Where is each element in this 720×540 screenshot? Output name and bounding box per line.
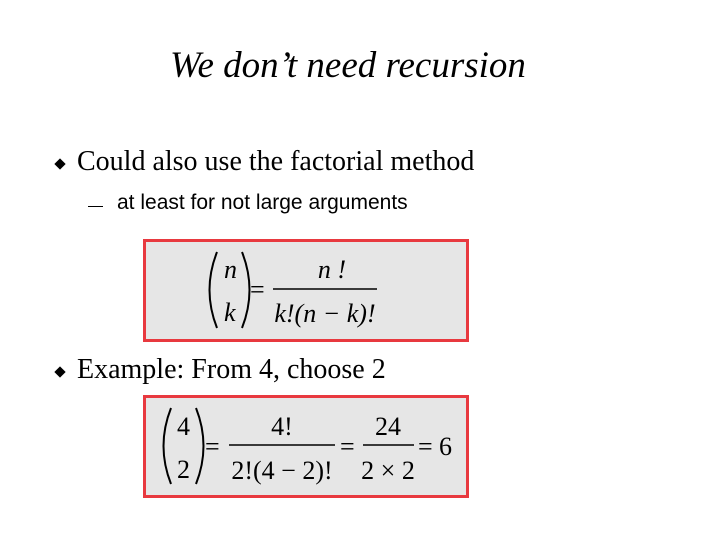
- fraction-1-numerator: 4!: [271, 412, 293, 441]
- diamond-bullet-icon: [54, 366, 65, 377]
- right-paren: [242, 252, 250, 328]
- fraction-numerator: n !: [317, 255, 347, 284]
- bullet-text: Example: From 4, choose 2: [77, 354, 386, 385]
- bullet-item: [53, 352, 386, 388]
- left-paren: [164, 408, 172, 484]
- binom-top: n: [224, 255, 237, 284]
- equals-sign: =: [340, 432, 355, 461]
- equals-sign: =: [205, 432, 220, 461]
- formula-general: [146, 242, 466, 339]
- equals-sign: =: [418, 432, 433, 461]
- slide-title: We don’t need recursion: [170, 45, 526, 86]
- binom-bottom: k: [224, 298, 236, 327]
- dash-bullet-icon: [88, 206, 103, 207]
- formula-example: [146, 398, 466, 495]
- binom-bottom: 2: [177, 455, 190, 484]
- binom-top: 4: [177, 412, 190, 441]
- result-value: 6: [439, 432, 452, 461]
- right-paren: [196, 408, 204, 484]
- diamond-bullet-icon: [54, 158, 65, 169]
- formula-general-box: [143, 239, 469, 342]
- sub-bullet-item: [88, 190, 408, 216]
- fraction-2-numerator: 24: [375, 412, 401, 441]
- left-paren: [210, 252, 218, 328]
- equals-sign: =: [250, 275, 265, 304]
- bullet-text: Could also use the factorial method: [77, 146, 475, 177]
- sub-bullet-text: at least for not large arguments: [117, 191, 408, 214]
- fraction-denominator: k!(n − k)!: [274, 299, 376, 328]
- bullet-item: [53, 144, 474, 180]
- fraction-1-denominator: 2!(4 − 2)!: [231, 456, 333, 485]
- formula-example-box: [143, 395, 469, 498]
- fraction-2-denominator: 2 × 2: [361, 456, 415, 485]
